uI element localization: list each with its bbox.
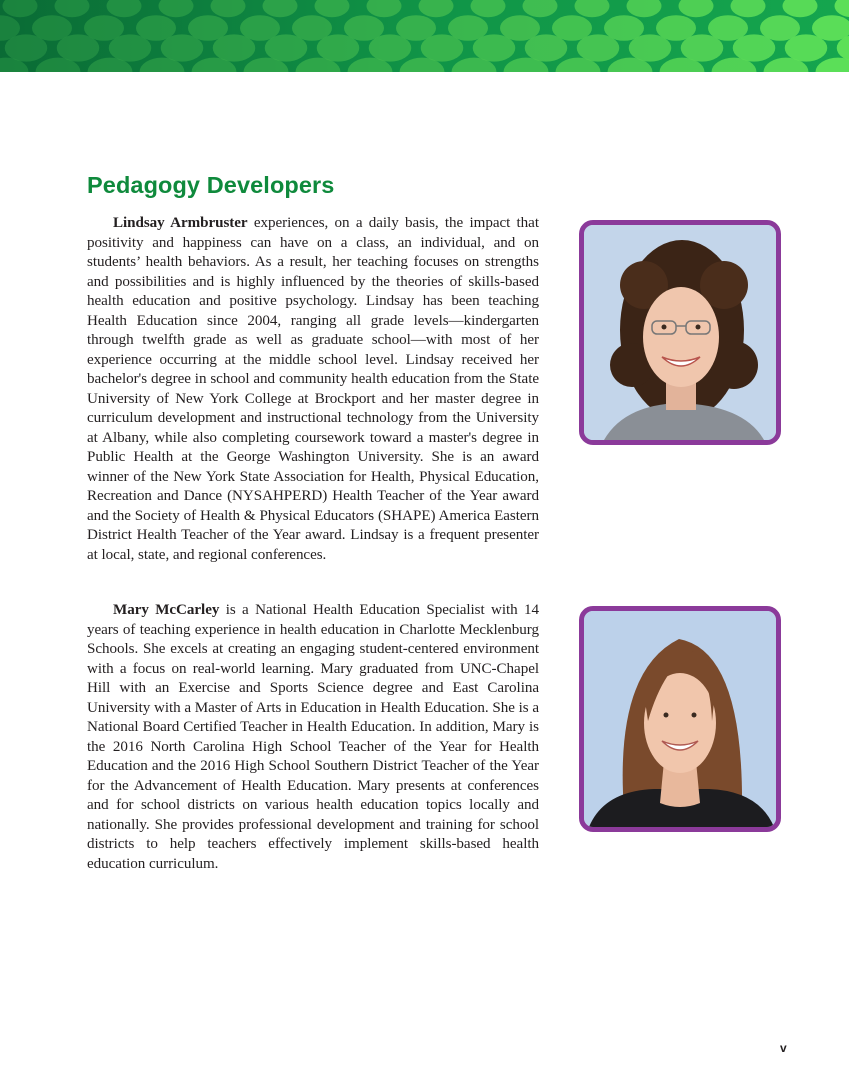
page-number: v [780, 1041, 787, 1055]
bio-name: Lindsay Armbruster [113, 215, 248, 231]
bio-text: is a National Health Education Specialist with 14 years of teaching experience in health education in Charlotte Mecklenburg Schools. She excels at creating an engaging student-centered environment with a focus on real-world learning. Mary graduated from UNC-Chapel Hill with an Exercise and Sports Science degree and East Carolina University with a Master of Arts in Education in Health Education. She is a National Board Certified Teacher in Health Education. In addition, Mary is the 2016 North Carolina High School Teacher of the Year for Health Education and the 2016 High School Southern District Teacher of the Year for the Advancement of Health Education. Mary presents at conferences and for school districts on various health education topics locally and nationally. She provides professional development and training for school districts to help teachers effectively implement skills-based health education curriculum. [87, 602, 539, 872]
decorative-banner [0, 0, 849, 72]
portrait-photo-mary-mccarley [579, 606, 781, 832]
portrait-photo-icon [584, 611, 776, 827]
banner-dots-graphic [0, 0, 849, 72]
bio-paragraph-mary-mccarley [87, 601, 539, 874]
bio-paragraph-lindsay-armbruster [87, 214, 539, 565]
section-title: Pedagogy Developers [87, 172, 335, 198]
portrait-photo-lindsay-armbruster [579, 220, 781, 445]
bio-text: experiences, on a daily basis, the impact that positivity and happiness can have on a class, an individual, and on students’ health behaviors. As a result, her teaching focuses on strengths and possibilities and is highly influenced by the theories of skills-based health education and positive psychology. Lindsay has been teaching Health Education since 2004, ranging all grade levels—kindergarten through twelfth grade as well as graduate school—with most of her experience occurring at the middle school level. Lindsay received her bachelor's degree in school and community health education from the State University of New York College at Brockport and her master degree in curriculum development and instructional technology from the University at Albany, while also completing coursework toward a master's degree in Public Health at the George Washington University. She is an award winner of the New York State Association for Health, Physical Education, Recreation and Dance (NYSAHPERD) Health Teacher of the Year award and the Society of Health & Physical Educators (SHAPE) America Eastern District Health Teacher of the Year award. Lindsay is a frequent presenter at local, state, and regional conferences. [87, 215, 539, 563]
bio-name: Mary McCarley [113, 602, 220, 618]
portrait-photo-icon [584, 225, 776, 440]
